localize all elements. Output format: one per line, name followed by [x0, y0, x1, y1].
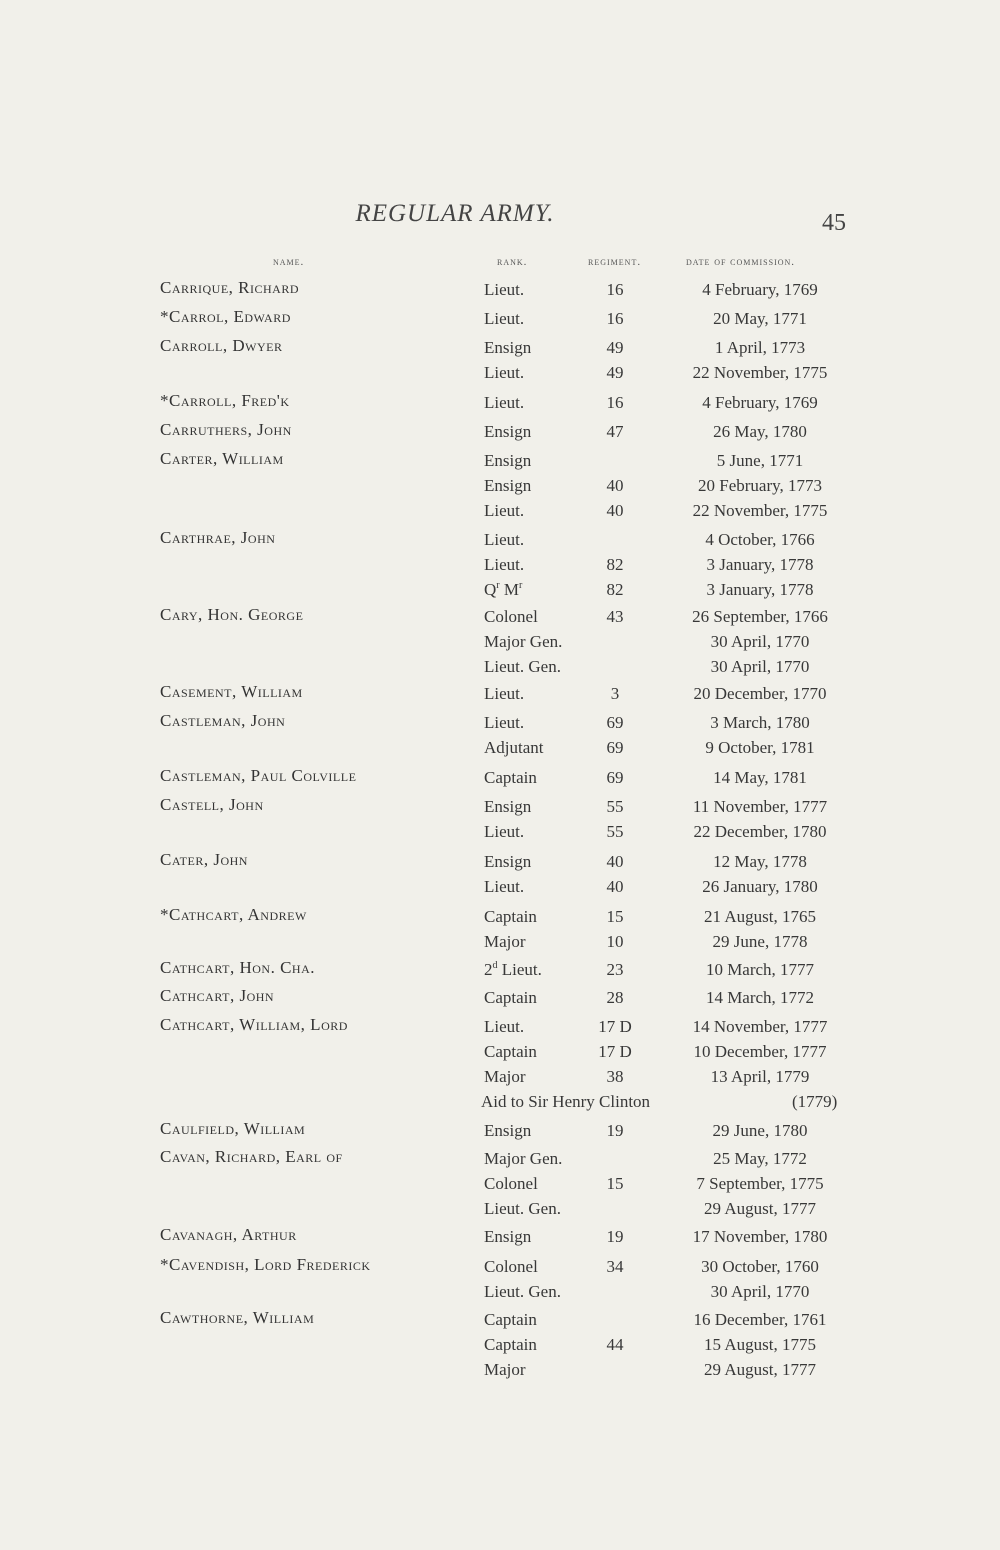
regiment: 19 — [606, 1121, 624, 1140]
rank: Colonel — [484, 1174, 538, 1193]
rank: Lieut. — [484, 877, 525, 896]
regiment: 34 — [606, 1257, 624, 1276]
commission-date: 20 February, 1773 — [697, 476, 822, 495]
commission-row — [0, 1042, 1000, 1067]
commission-row — [0, 309, 1000, 334]
rank: Major — [484, 1360, 526, 1379]
commission-row — [0, 451, 1000, 476]
rank: Captain — [484, 768, 537, 787]
commission-row — [0, 632, 1000, 657]
rank: Ensign — [484, 422, 532, 441]
regiment: 17 D — [598, 1042, 632, 1061]
commission-date: 7 September, 1775 — [696, 1174, 824, 1193]
rank: $Q^r$ $M^r$ — [484, 580, 523, 599]
commission-row — [0, 393, 1000, 418]
officer-name: Carter, William — [160, 449, 284, 468]
commission-row — [0, 1360, 1000, 1385]
commission-date: 17 November, 1780 — [692, 1227, 828, 1246]
column-header-date: date of commission. — [686, 256, 796, 268]
commission-row — [0, 960, 1000, 985]
officer-name: *Cathcart, Andrew — [160, 905, 307, 924]
commission-date: 25 May, 1772 — [713, 1149, 807, 1168]
rank: Captain — [484, 1042, 537, 1061]
officer-name: Cawthorne, William — [160, 1308, 315, 1327]
regiment: 16 — [606, 309, 624, 328]
commission-row — [0, 713, 1000, 738]
rank: Lieut. — [484, 822, 525, 841]
commission-date: 30 October, 1760 — [701, 1257, 819, 1276]
rank: Ensign — [484, 338, 532, 357]
commission-row — [0, 1199, 1000, 1224]
commission-row — [0, 1017, 1000, 1042]
commission-date: 13 April, 1779 — [710, 1067, 810, 1086]
commission-date: 22 November, 1775 — [692, 501, 828, 520]
commission-date: 1 April, 1773 — [714, 338, 806, 357]
rank: 2$^d$ Lieut. — [484, 960, 542, 979]
rank: Major Gen. — [484, 632, 563, 651]
regiment: 38 — [606, 1067, 624, 1086]
commission-row — [0, 907, 1000, 932]
officer-name: *Carroll, Fred'k — [160, 391, 290, 410]
commission-row — [0, 1067, 1000, 1092]
commission-row — [0, 555, 1000, 580]
regiment: 40 — [606, 501, 624, 520]
regiment: 69 — [606, 738, 624, 757]
commission-date: 22 November, 1775 — [692, 363, 828, 382]
commission-date: 15 August, 1775 — [704, 1335, 816, 1354]
commission-row — [0, 988, 1000, 1013]
regiment: 49 — [606, 363, 624, 382]
regiment: 47 — [606, 422, 624, 441]
commission-date: 26 January, 1780 — [702, 877, 818, 896]
page-number: 45 — [822, 210, 846, 236]
officer-name: Castleman, John — [160, 711, 286, 730]
rank: Lieut. Gen. — [484, 1199, 561, 1218]
rank: Lieut. — [484, 309, 525, 328]
regiment: 43 — [606, 607, 624, 626]
rank: Adjutant — [484, 738, 544, 757]
rank: Lieut. Gen. — [484, 1282, 561, 1301]
rank: Lieut. — [484, 1017, 525, 1036]
commission-row — [0, 797, 1000, 822]
regiment: 19 — [606, 1227, 624, 1246]
commission-row — [0, 1121, 1000, 1146]
regiment: 40 — [606, 877, 624, 896]
commission-row — [0, 738, 1000, 763]
regiment: 40 — [606, 476, 624, 495]
officer-name: Caulfield, William — [160, 1119, 306, 1138]
commission-date: 30 April, 1770 — [710, 1282, 810, 1301]
rank: Ensign — [484, 1227, 532, 1246]
commission-date: 10 March, 1777 — [705, 960, 815, 979]
commission-row — [0, 852, 1000, 877]
commission-date: 29 August, 1777 — [704, 1199, 816, 1218]
commission-date: 21 August, 1765 — [704, 907, 816, 926]
column-header-regiment: regiment. — [588, 256, 642, 268]
rank: Lieut. — [484, 393, 525, 412]
rank: Captain — [484, 907, 537, 926]
commission-date: 4 October, 1766 — [705, 530, 815, 549]
officer-name: Cathcart, William, Lord — [160, 1015, 348, 1034]
commission-date: 10 December, 1777 — [693, 1042, 827, 1061]
commission-date: 11 November, 1777 — [692, 797, 828, 816]
commission-row — [0, 530, 1000, 555]
commission-row — [0, 1310, 1000, 1335]
rank: Lieut. Gen. — [484, 657, 561, 676]
commission-date: 30 April, 1770 — [710, 632, 810, 651]
commission-row — [0, 657, 1000, 682]
commission-date: 9 October, 1781 — [705, 738, 815, 757]
commission-date: 29 June, 1778 — [712, 932, 808, 951]
rank: Colonel — [484, 1257, 538, 1276]
commission-date: 4 February, 1769 — [702, 393, 818, 412]
rank: Ensign — [484, 451, 532, 470]
commission-row — [0, 422, 1000, 447]
commission-date: 20 May, 1771 — [713, 309, 807, 328]
regiment: 82 — [606, 555, 624, 574]
note-text: Aid to Sir Henry Clinton — [481, 1092, 651, 1111]
commission-date: 5 June, 1771 — [716, 451, 804, 470]
commission-row — [0, 932, 1000, 957]
column-header-name: name. — [273, 256, 305, 268]
officer-name: Carrique, Richard — [160, 278, 300, 297]
rank: Major Gen. — [484, 1149, 563, 1168]
officer-name: Casement, William — [160, 682, 303, 701]
regiment: 23 — [606, 960, 624, 979]
commission-row — [0, 280, 1000, 305]
regiment: 3 — [610, 684, 620, 703]
commission-date: 26 September, 1766 — [692, 607, 828, 626]
officer-name: Cathcart, John — [160, 986, 275, 1005]
commission-date: 29 August, 1777 — [704, 1360, 816, 1379]
rank: Lieut. — [484, 501, 525, 520]
commission-row — [0, 501, 1000, 526]
commission-date: 4 February, 1769 — [702, 280, 818, 299]
officer-name: Cavan, Richard, Earl of — [160, 1147, 343, 1166]
commission-row — [0, 1257, 1000, 1282]
rank: Ensign — [484, 476, 532, 495]
commission-row — [0, 607, 1000, 632]
commission-row — [0, 822, 1000, 847]
commission-row — [0, 1149, 1000, 1174]
regiment: 28 — [606, 988, 624, 1007]
commission-row — [0, 580, 1000, 605]
regiment: 82 — [606, 580, 624, 599]
commission-note — [0, 1092, 1000, 1117]
regiment: 16 — [606, 280, 624, 299]
commission-row — [0, 684, 1000, 709]
officer-name: Cathcart, Hon. Cha. — [160, 958, 315, 977]
regiment: 10 — [606, 932, 624, 951]
commission-date: 14 May, 1781 — [713, 768, 807, 787]
rank: Colonel — [484, 607, 538, 626]
commission-date: 3 March, 1780 — [710, 713, 810, 732]
commission-date: 3 January, 1778 — [706, 580, 814, 599]
officer-name: Cary, Hon. George — [160, 605, 304, 624]
officer-name: Carruthers, John — [160, 420, 292, 439]
rank: Major — [484, 1067, 526, 1086]
commission-row — [0, 877, 1000, 902]
commission-row — [0, 1335, 1000, 1360]
rank: Captain — [484, 988, 537, 1007]
regiment: 15 — [606, 907, 624, 926]
commission-date: 22 December, 1780 — [693, 822, 827, 841]
officer-name: Carthrae, John — [160, 528, 276, 547]
regiment: 55 — [606, 797, 624, 816]
note-year: (1779) — [792, 1092, 838, 1111]
commission-row — [0, 768, 1000, 793]
officer-name: *Carrol, Edward — [160, 307, 291, 326]
commission-date: 20 December, 1770 — [693, 684, 827, 703]
column-header-rank: rank. — [497, 256, 528, 268]
commission-row — [0, 476, 1000, 501]
rank: Ensign — [484, 1121, 532, 1140]
commission-row — [0, 1174, 1000, 1199]
commission-date: 3 January, 1778 — [706, 555, 814, 574]
rank: Ensign — [484, 797, 532, 816]
rank: Lieut. — [484, 555, 525, 574]
commission-date: 14 November, 1777 — [692, 1017, 828, 1036]
running-head: REGULAR ARMY. — [355, 200, 555, 227]
rank: Major — [484, 932, 526, 951]
officer-name: Carroll, Dwyer — [160, 336, 283, 355]
rank: Lieut. — [484, 713, 525, 732]
regiment: 49 — [606, 338, 624, 357]
commission-row — [0, 1227, 1000, 1252]
officer-name: *Cavendish, Lord Frederick — [160, 1255, 371, 1274]
officer-name: Castell, John — [160, 795, 264, 814]
commission-date: 12 May, 1778 — [713, 852, 807, 871]
rank: Lieut. — [484, 530, 525, 549]
commission-date: 14 March, 1772 — [705, 988, 815, 1007]
regiment: 69 — [606, 713, 624, 732]
regiment: 44 — [606, 1335, 624, 1354]
regiment: 55 — [606, 822, 624, 841]
commission-row — [0, 338, 1000, 363]
regiment: 17 D — [598, 1017, 632, 1036]
commission-row — [0, 1282, 1000, 1307]
commission-date: 16 December, 1761 — [693, 1310, 827, 1329]
commission-row — [0, 363, 1000, 388]
rank: Lieut. — [484, 684, 525, 703]
rank: Lieut. — [484, 280, 525, 299]
commission-date: 29 June, 1780 — [712, 1121, 808, 1140]
regiment: 69 — [606, 768, 624, 787]
officer-name: Cavanagh, Arthur — [160, 1225, 297, 1244]
rank: Captain — [484, 1310, 537, 1329]
regiment: 40 — [606, 852, 624, 871]
officer-name: Cater, John — [160, 850, 248, 869]
regiment: 15 — [606, 1174, 624, 1193]
regiment: 16 — [606, 393, 624, 412]
rank: Lieut. — [484, 363, 525, 382]
rank: Ensign — [484, 852, 532, 871]
commission-date: 26 May, 1780 — [713, 422, 807, 441]
commission-date: 30 April, 1770 — [710, 657, 810, 676]
officer-name: Castleman, Paul Colville — [160, 766, 357, 785]
rank: Captain — [484, 1335, 537, 1354]
